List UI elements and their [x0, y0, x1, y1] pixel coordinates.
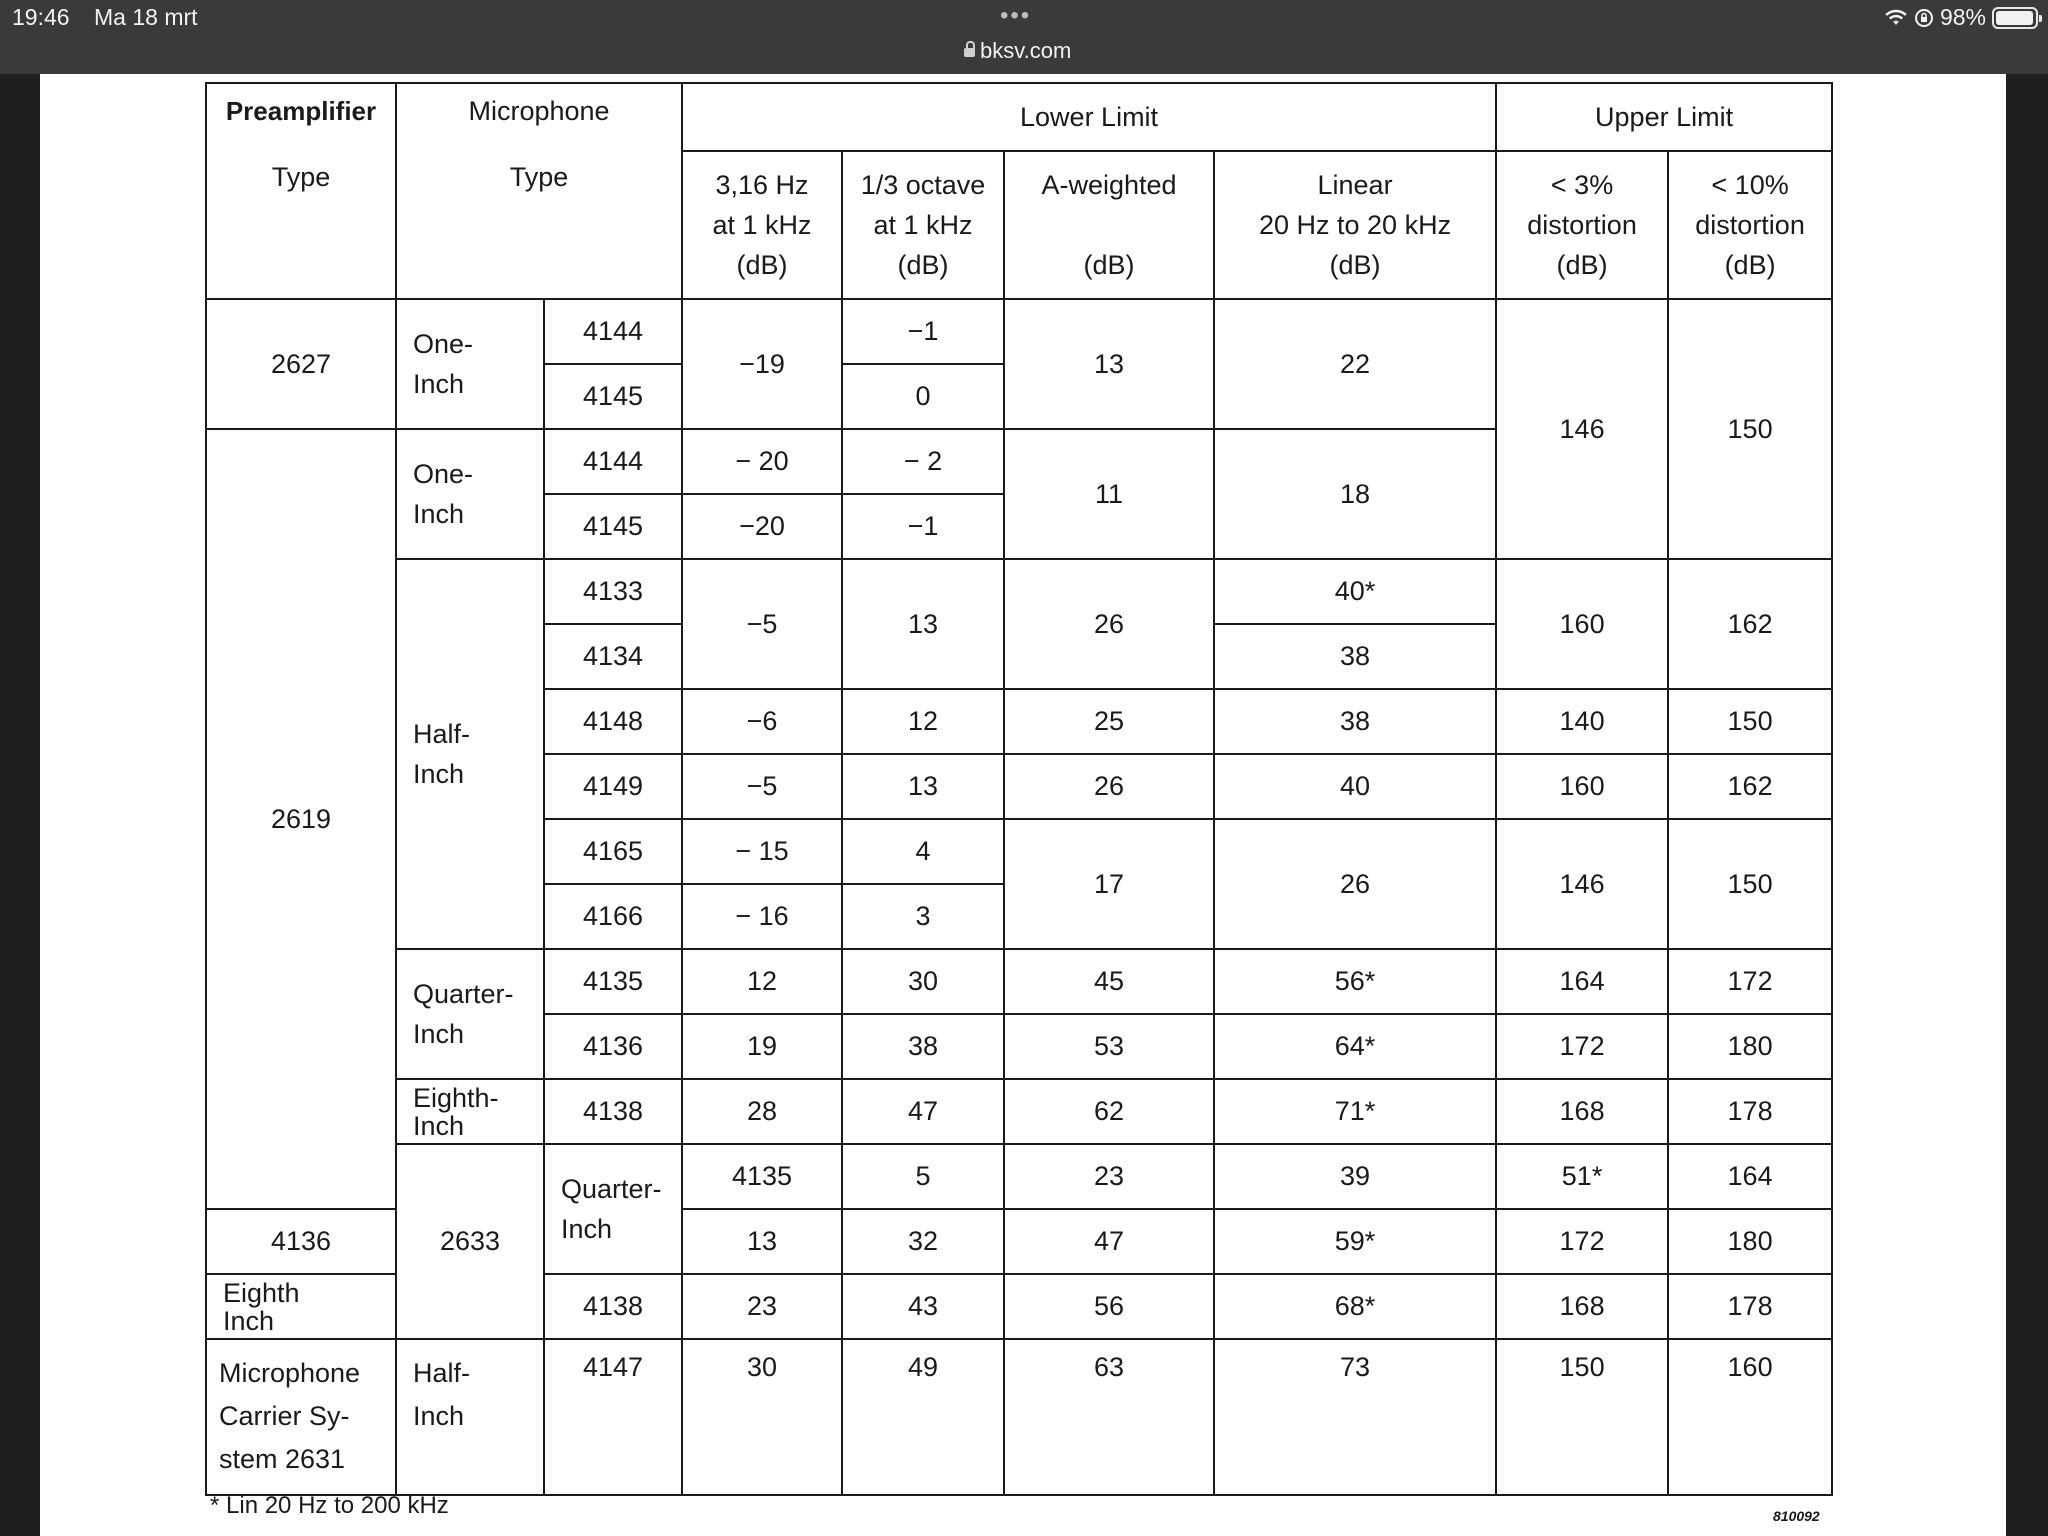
value-third-octave: 13 [842, 559, 1004, 689]
value-upper-3pct: 146 [1496, 299, 1668, 559]
col-header-10pct-distortion: < 10% distortion (dB) [1668, 151, 1832, 299]
value-upper-3pct: 140 [1496, 689, 1668, 754]
value-upper-3pct: 146 [1496, 819, 1668, 949]
value-316hz: − 16 [682, 884, 842, 949]
value-linear: 18 [1214, 429, 1496, 559]
preamp-header-line1: Preamplifier [225, 96, 377, 126]
value-linear: 40 [1214, 754, 1496, 819]
value-third-octave: 13 [842, 754, 1004, 819]
value-upper-10pct: 180 [1668, 1014, 1832, 1079]
value-linear: 59* [1214, 1209, 1496, 1274]
value-linear: 56* [1214, 949, 1496, 1014]
value-linear: 26 [1214, 819, 1496, 949]
mic-group-quarter-inch: Quarter- Inch [396, 949, 544, 1079]
mic-type-cell: 4135 [682, 1144, 842, 1209]
value-316hz: 5 [842, 1144, 1004, 1209]
value-upper-3pct: 150 [1496, 1339, 1668, 1495]
upper-limit-header: Upper Limit [1496, 83, 1832, 151]
value-third-octave: 23 [1004, 1144, 1214, 1209]
value-third-octave: 0 [842, 364, 1004, 429]
value-upper-3pct: 172 [1496, 1209, 1668, 1274]
value-a-weighted: 47 [1004, 1209, 1214, 1274]
value-linear: 22 [1214, 299, 1496, 429]
mic-type-cell: 4144 [544, 429, 682, 494]
value-316hz: 12 [682, 949, 842, 1014]
value-upper-10pct: 150 [1668, 689, 1832, 754]
mic-group-eighth-inch: Eighth- Inch [396, 1079, 544, 1144]
value-third-octave: 38 [842, 1014, 1004, 1079]
url-text: bksv.com [980, 38, 1072, 63]
value-third-octave: − 2 [842, 429, 1004, 494]
value-third-octave: 32 [842, 1209, 1004, 1274]
value-linear: 71* [1214, 1079, 1496, 1144]
value-third-octave: 3 [842, 884, 1004, 949]
status-time: 19:46 [12, 4, 70, 30]
value-316hz: −5 [682, 559, 842, 689]
lower-limit-header: Lower Limit [682, 83, 1496, 151]
preamp-header-line2: Type [271, 162, 331, 192]
mic-type-cell: 4166 [544, 884, 682, 949]
value-upper-10pct: 178 [1668, 1079, 1832, 1144]
col-header-316hz: 3,16 Hz at 1 kHz (dB) [682, 151, 842, 299]
battery-percent: 98% [1939, 4, 1986, 30]
status-bar [0, 0, 2048, 74]
value-316hz: −20 [682, 494, 842, 559]
value-upper-3pct: 160 [1496, 559, 1668, 689]
value-third-octave: 49 [842, 1339, 1004, 1495]
value-upper-3pct: 164 [1668, 1144, 1832, 1209]
value-316hz: 13 [682, 1209, 842, 1274]
value-linear: 64* [1214, 1014, 1496, 1079]
mic-group-eighth-inch: Eighth Inch [206, 1274, 396, 1339]
value-linear: 38 [1214, 689, 1496, 754]
mic-type-cell: 4135 [544, 949, 682, 1014]
value-linear: 73 [1214, 1339, 1496, 1495]
value-upper-3pct: 160 [1496, 754, 1668, 819]
value-upper-3pct: 164 [1496, 949, 1668, 1014]
mic-group-half-inch: Half- Inch [396, 559, 544, 949]
value-linear: 40* [1214, 559, 1496, 624]
mic-header-line2: Type [509, 162, 569, 192]
value-316hz: 28 [682, 1079, 842, 1144]
value-upper-10pct: 150 [1668, 299, 1832, 559]
value-third-octave: −1 [842, 494, 1004, 559]
figure-id: 810092 [1773, 1508, 1820, 1524]
mic-type-cell: 4148 [544, 689, 682, 754]
mic-type-cell: 4149 [544, 754, 682, 819]
lock-icon [964, 48, 975, 57]
mic-group-quarter-inch: Quarter- Inch [544, 1144, 682, 1274]
preamp-2619: 2619 [206, 429, 396, 1209]
value-316hz: −19 [682, 299, 842, 429]
value-linear: 51* [1496, 1144, 1668, 1209]
col-header-3pct-distortion: < 3% distortion (dB) [1496, 151, 1668, 299]
mic-type-header [396, 83, 682, 299]
value-third-octave: −1 [842, 299, 1004, 364]
mic-type-cell: 4145 [544, 364, 682, 429]
mic-type-cell: 4147 [544, 1339, 682, 1495]
value-third-octave: 4 [842, 819, 1004, 884]
mic-type-cell: 4138 [544, 1079, 682, 1144]
value-third-octave: 43 [842, 1274, 1004, 1339]
value-316hz: 23 [682, 1274, 842, 1339]
value-third-octave: 30 [842, 949, 1004, 1014]
mic-type-cell: 4136 [544, 1014, 682, 1079]
mic-group-half-inch: Half- Inch [396, 1339, 544, 1495]
value-linear: 38 [1214, 624, 1496, 689]
rotation-lock-icon [1914, 8, 1934, 28]
preamp-2627: 2627 [206, 299, 396, 429]
value-upper-10pct: 162 [1668, 559, 1832, 689]
value-a-weighted: 53 [1004, 1014, 1214, 1079]
preamp-type-header [206, 83, 396, 299]
address-bar[interactable] [964, 38, 1071, 64]
value-upper-10pct: 160 [1668, 1339, 1832, 1495]
mic-type-cell: 4136 [206, 1209, 396, 1274]
battery-icon [1992, 7, 2038, 29]
value-a-weighted: 11 [1004, 429, 1214, 559]
value-third-octave: 47 [842, 1079, 1004, 1144]
value-316hz: − 15 [682, 819, 842, 884]
value-a-weighted: 17 [1004, 819, 1214, 949]
value-a-weighted: 39 [1214, 1144, 1496, 1209]
value-316hz: −5 [682, 754, 842, 819]
value-upper-10pct: 150 [1668, 819, 1832, 949]
preamp-2631: Microphone Carrier Sy- stem 2631 [206, 1339, 396, 1495]
value-upper-10pct: 178 [1668, 1274, 1832, 1339]
mic-header-line1: Microphone [468, 96, 610, 126]
value-a-weighted: 25 [1004, 689, 1214, 754]
value-third-octave: 12 [842, 689, 1004, 754]
mic-type-cell: 4165 [544, 819, 682, 884]
mic-group-one-inch: One- Inch [396, 299, 544, 429]
col-header-third-octave: 1/3 octave at 1 kHz (dB) [842, 151, 1004, 299]
value-a-weighted: 13 [1004, 299, 1214, 429]
value-linear: 68* [1214, 1274, 1496, 1339]
mic-group-one-inch: One- Inch [396, 429, 544, 559]
value-upper-10pct: 172 [1668, 949, 1832, 1014]
value-316hz: 19 [682, 1014, 842, 1079]
value-316hz: −6 [682, 689, 842, 754]
value-a-weighted: 62 [1004, 1079, 1214, 1144]
value-a-weighted: 56 [1004, 1274, 1214, 1339]
value-upper-3pct: 168 [1496, 1274, 1668, 1339]
footnote: * Lin 20 Hz to 200 kHz [210, 1492, 449, 1519]
value-upper-3pct: 168 [1496, 1079, 1668, 1144]
value-a-weighted: 45 [1004, 949, 1214, 1014]
multitask-dots[interactable]: ••• [1000, 2, 1032, 29]
mic-type-cell: 4133 [544, 559, 682, 624]
value-upper-3pct: 172 [1496, 1014, 1668, 1079]
col-header-a-weighted: A-weighted (dB) [1004, 151, 1214, 299]
value-upper-10pct: 180 [1668, 1209, 1832, 1274]
preamp-2633: 2633 [396, 1144, 544, 1339]
mic-type-cell: 4144 [544, 299, 682, 364]
col-header-linear: Linear 20 Hz to 20 kHz (dB) [1214, 151, 1496, 299]
spec-table [205, 82, 1833, 1496]
value-316hz: 30 [682, 1339, 842, 1495]
mic-type-cell: 4138 [544, 1274, 682, 1339]
wifi-icon [1884, 9, 1908, 27]
value-316hz: − 20 [682, 429, 842, 494]
value-a-weighted: 26 [1004, 754, 1214, 819]
document-page [40, 74, 2006, 1536]
value-a-weighted: 63 [1004, 1339, 1214, 1495]
status-date: Ma 18 mrt [94, 4, 198, 30]
mic-type-cell: 4134 [544, 624, 682, 689]
value-a-weighted: 26 [1004, 559, 1214, 689]
mic-type-cell: 4145 [544, 494, 682, 559]
value-upper-10pct: 162 [1668, 754, 1832, 819]
